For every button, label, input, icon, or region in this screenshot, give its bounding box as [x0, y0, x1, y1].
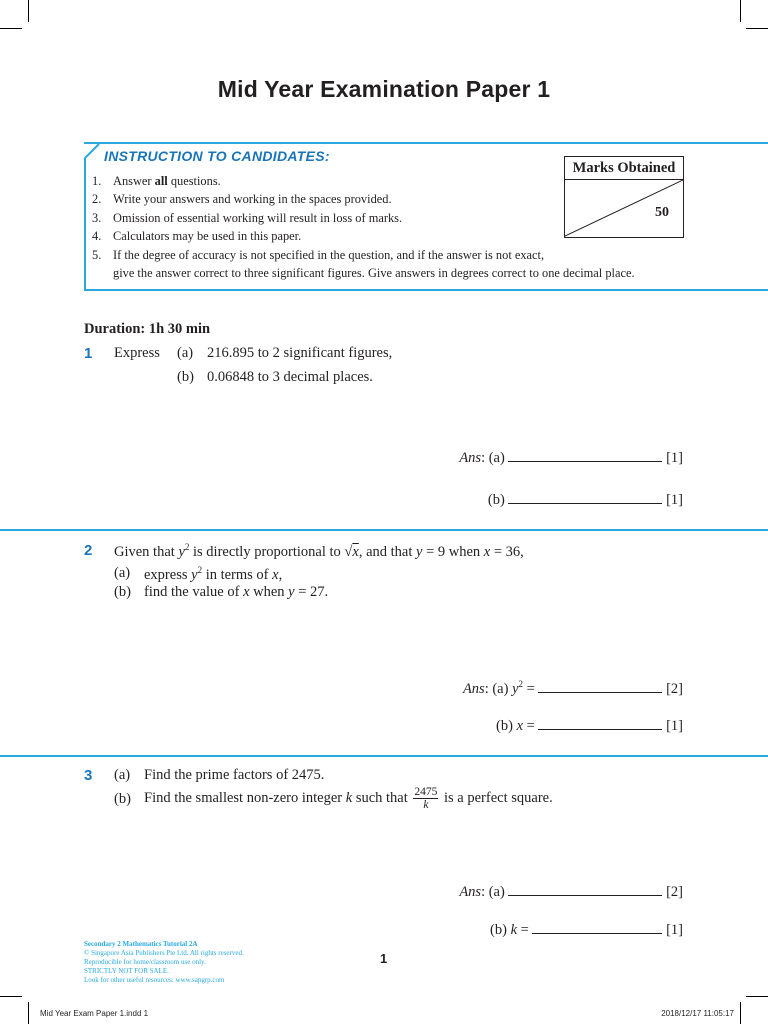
- instruction-item: 2. Write your answers and working in the spaces provided.: [92, 192, 392, 207]
- answer-line[interactable]: [532, 919, 662, 934]
- crop-mark: [740, 1002, 741, 1024]
- q2-part-b-text: find the value of x when y = 27.: [144, 584, 329, 600]
- crop-mark: [746, 28, 768, 29]
- page-number: 1: [380, 951, 388, 966]
- fraction: $\frac{2475}{k}$: [414, 786, 438, 812]
- q1-part-a-text: 216.895 to 2 significant figures,: [207, 345, 393, 361]
- crop-mark: [740, 0, 741, 22]
- crop-mark: [0, 28, 22, 29]
- crop-mark: [746, 996, 768, 997]
- instructions-heading: INSTRUCTION TO CANDIDATES:: [104, 148, 330, 164]
- q1-part-a-label: (a): [177, 345, 194, 361]
- page-title: Mid Year Examination Paper 1: [217, 76, 551, 102]
- section-divider: [0, 755, 768, 757]
- slug-timestamp: 2018/12/17 11:05:17: [661, 1009, 734, 1018]
- instructions-list: [92, 172, 635, 282]
- q2-part-a-label: (a): [114, 565, 131, 581]
- answer-line[interactable]: [508, 881, 662, 896]
- q3-part-a-text: Find the prime factors of 2475.: [144, 767, 325, 783]
- q2-stem: Given that $y^2$ is directly proportional to √x, and that y = 9 when x = 36,: [114, 542, 524, 560]
- q1-express: Express: [114, 345, 160, 361]
- q2-part-a-text: express $y^2$ in terms of x,: [144, 565, 283, 583]
- q3-part-b-text: Find the smallest non-zero integer k such that $\frac{2475}{k}$ is a perfect square.: [144, 786, 553, 812]
- answer-line[interactable]: [508, 447, 662, 462]
- q2-answer-a: Ans: (a) $y^2 = [2]$: [462, 679, 683, 697]
- marks-total: 50: [655, 205, 669, 220]
- marks-obtained-box: [564, 156, 684, 238]
- duration: Duration: 1h 30 min: [84, 321, 211, 337]
- q3-answer-a: Ans: (a) [2]: [459, 881, 683, 901]
- question-number: 2: [84, 542, 93, 559]
- instruction-item: 3. Omission of essential working will result in loss of marks.: [92, 210, 403, 225]
- q3-part-a-label: (a): [114, 767, 131, 783]
- question-number: 3: [84, 767, 93, 784]
- marks-label: Marks Obtained: [565, 157, 683, 180]
- q1-part-b-label: (b): [177, 369, 194, 385]
- instruction-item: 4. Calculators may be used in this paper.: [92, 229, 302, 244]
- q3-part-b-label: (b): [114, 791, 131, 807]
- crop-mark: [28, 1002, 29, 1024]
- answer-line[interactable]: [538, 678, 662, 693]
- section-divider: [0, 529, 768, 531]
- q1-answer-a: Ans: (a) [1]: [459, 447, 683, 467]
- crop-mark: [28, 0, 29, 22]
- footer-copyright: Secondary 2 Mathematics Tutorial 2A © Singapore Asia Publishers Pte Ltd. All rights reserved. Reproducible for home/classroom use only. STRICTLY NOT FOR SALE. Look for other useful resources: www.sapgrp.com: [84, 940, 244, 984]
- q1-part-b-text: 0.06848 to 3 decimal places.: [207, 369, 373, 385]
- q2-answer-b: (b) x = [1]: [496, 715, 683, 735]
- q3-answer-b: (b) k = [1]: [490, 919, 683, 939]
- slug-filename: Mid Year Exam Paper 1.indd 1: [40, 1009, 149, 1018]
- answer-line[interactable]: [508, 489, 662, 504]
- instruction-item: 5. If the degree of accuracy is not specified in the question, and if the answer is not exact,: [92, 247, 545, 262]
- q1-answer-b: (b) [1]: [488, 489, 683, 509]
- crop-mark: [0, 996, 22, 997]
- instruction-item: give the answer correct to three significant figures. Give answers in degrees correct to one decimal place.: [113, 266, 635, 281]
- answer-line[interactable]: [538, 715, 662, 730]
- box-corner: [84, 144, 100, 160]
- question-number: 1: [84, 345, 93, 362]
- instruction-item: 1. Answer all questions.: [92, 174, 221, 188]
- q2-part-b-label: (b): [114, 584, 131, 600]
